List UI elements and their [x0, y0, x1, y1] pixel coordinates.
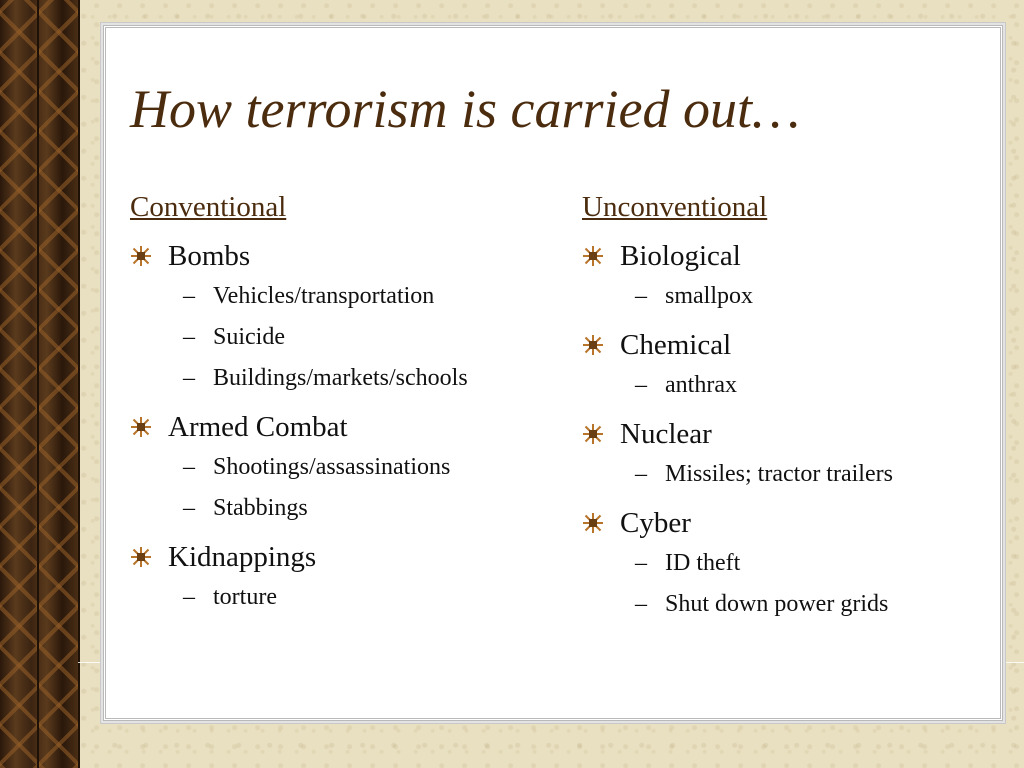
dash-icon: –: [183, 584, 195, 610]
column-heading: Unconventional: [582, 191, 768, 223]
sub-bullet-label: anthrax: [665, 372, 737, 398]
sub-bullet-label: Missiles; tractor trailers: [665, 461, 893, 487]
sub-bullet-item: [130, 358, 468, 399]
star-bullet-icon: [582, 512, 604, 534]
star-bullet-icon: [130, 245, 152, 267]
dash-icon: –: [635, 550, 647, 576]
star-bullet-icon: [130, 546, 152, 568]
dash-icon: –: [183, 495, 195, 521]
sub-bullet-item: [582, 454, 893, 495]
bullet-item: [582, 414, 893, 454]
sub-bullet-item: [582, 276, 893, 317]
star-bullet-icon: [582, 245, 604, 267]
sub-bullet-item: [130, 577, 468, 618]
sub-bullet-item: [130, 447, 468, 488]
column-heading: Conventional: [130, 191, 287, 223]
dash-icon: –: [635, 283, 647, 309]
bullet-item: [582, 236, 893, 276]
unconventional-column: [582, 188, 893, 625]
bullet-item: [582, 325, 893, 365]
sub-bullet-item: [130, 317, 468, 358]
dash-icon: –: [635, 461, 647, 487]
bullet-label: Armed Combat: [168, 411, 348, 443]
sub-bullet-label: Suicide: [213, 324, 285, 350]
dash-icon: –: [183, 365, 195, 391]
bullet-label: Nuclear: [620, 418, 712, 450]
dash-icon: –: [635, 591, 647, 617]
strip-divider: [37, 0, 39, 768]
sub-bullet-item: [130, 488, 468, 529]
bullet-label: Chemical: [620, 329, 732, 361]
sub-bullet-label: Shut down power grids: [665, 591, 889, 617]
sub-bullet-label: Stabbings: [213, 495, 308, 521]
star-bullet-icon: [582, 334, 604, 356]
bullet-label: Kidnappings: [168, 541, 317, 573]
sub-bullet-item: [582, 584, 893, 625]
dash-icon: –: [183, 283, 195, 309]
conventional-column: [130, 188, 468, 618]
sub-bullet-item: [130, 276, 468, 317]
sub-bullet-item: [582, 543, 893, 584]
sub-bullet-item: [582, 365, 893, 406]
bullet-label: Bombs: [168, 240, 251, 272]
bullet-item: [130, 236, 468, 276]
dash-icon: –: [635, 372, 647, 398]
sub-bullet-label: ID theft: [665, 550, 741, 576]
star-bullet-icon: [582, 423, 604, 445]
sub-bullet-label: Buildings/markets/schools: [213, 365, 468, 391]
sub-bullet-label: smallpox: [665, 283, 753, 309]
decorative-side-strip: [0, 0, 80, 768]
sub-bullet-label: torture: [213, 584, 277, 610]
bullet-label: Cyber: [620, 507, 691, 539]
slide-title: How terrorism is carried out…: [130, 79, 801, 139]
bullet-item: [130, 537, 468, 577]
bullet-label: Biological: [620, 240, 741, 272]
sub-bullet-label: Shootings/assassinations: [213, 454, 451, 480]
sub-bullet-label: Vehicles/transportation: [213, 283, 435, 309]
star-bullet-icon: [130, 416, 152, 438]
dash-icon: –: [183, 324, 195, 350]
bullet-item: [582, 503, 893, 543]
bullet-item: [130, 407, 468, 447]
dash-icon: –: [183, 454, 195, 480]
